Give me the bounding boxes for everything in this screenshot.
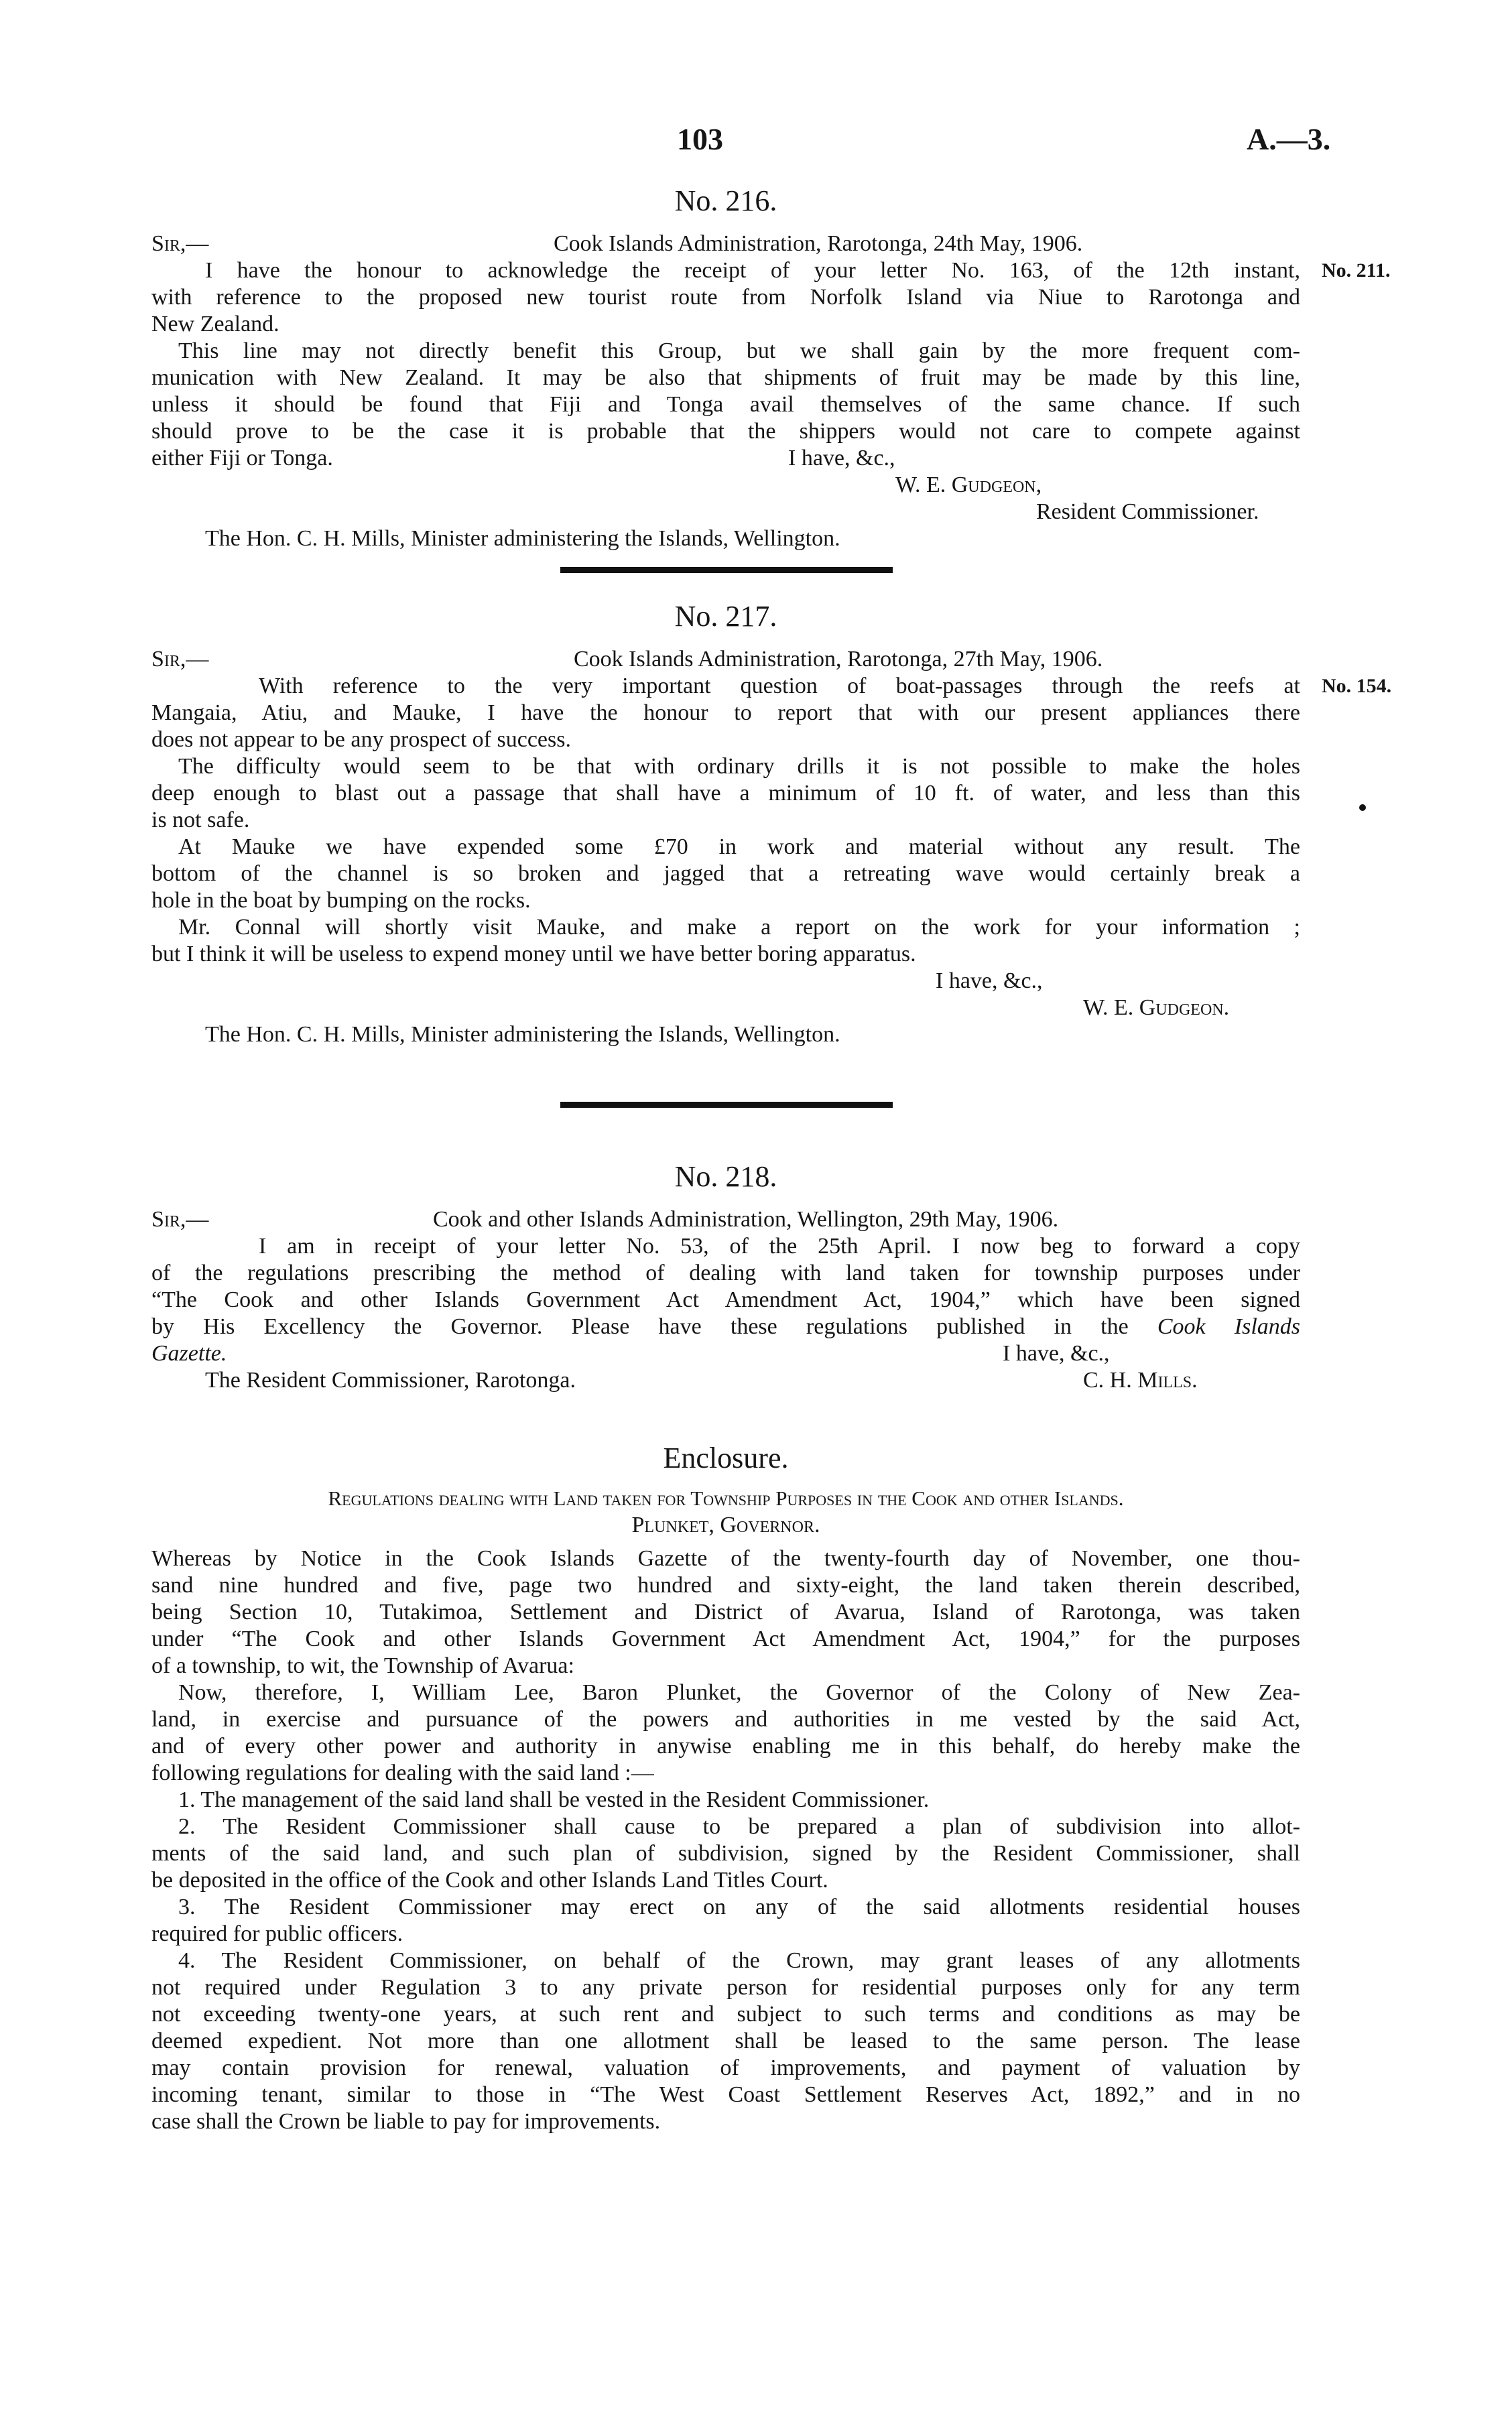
signature: W. E. Gudgeon. <box>1083 995 1230 1020</box>
text-line: either Fiji or Tonga. <box>151 446 333 470</box>
addressee: The Hon. C. H. Mills, Minister administering the Islands, Wellington. <box>205 1022 840 1047</box>
signature: W. E. Gudgeon, <box>895 472 1042 497</box>
text-line: bottom of the channel is so broken and jagged that a retreating wave would certainly break a <box>151 861 1300 886</box>
text-line: unless it should be found that Fiji and Tonga avail themselves of the same chance. If such <box>151 392 1300 417</box>
salutation: Sir,— <box>151 1207 209 1232</box>
margin-reference: No. 154. <box>1322 675 1392 697</box>
enclosure-title: Enclosure. <box>663 1442 789 1474</box>
section-divider <box>560 1102 893 1108</box>
closing: I have, &c., <box>1003 1341 1110 1366</box>
text-line: 1. The management of the said land shall be vested in the Resident Commissioner. <box>178 1787 930 1812</box>
text-line: should prove to be the case it is probable that the shippers would not care to compete against <box>151 419 1300 444</box>
text-line: but I think it will be useless to expend money until we have better boring apparatus. <box>151 942 916 966</box>
text-line: 4. The Resident Commissioner, on behalf of the Crown, may grant leases of any allotments <box>178 1948 1300 1973</box>
text-line: I am in receipt of your letter No. 53, of the 25th April. I now beg to forward a copy <box>259 1234 1300 1259</box>
document-reference: A.—3. <box>1247 122 1331 156</box>
text-line: Now, therefore, I, William Lee, Baron Plunket, the Governor of the Colony of New Zea- <box>178 1680 1300 1705</box>
addressee: The Hon. C. H. Mills, Minister administering the Islands, Wellington. <box>205 526 840 551</box>
text-segment: by His Excellency the Governor. Please have these regulations published in the <box>151 1314 1129 1339</box>
text-line: required for public officers. <box>151 1921 403 1946</box>
text-line: being Section 10, Tutakimoa, Settlement and District of Avarua, Island of Rarotonga, was taken <box>151 1600 1300 1625</box>
text-line: 3. The Resident Commissioner may erect on any of the said allotments residential houses <box>178 1895 1300 1919</box>
section-divider <box>560 567 893 573</box>
text-line: “The Cook and other Islands Government Act Amendment Act, 1904,” which have been signed <box>151 1287 1300 1312</box>
signature: C. H. Mills. <box>1083 1368 1198 1393</box>
enclosure-heading: Regulations dealing with Land taken for Township Purposes in the Cook and other Islands. <box>328 1486 1124 1510</box>
governor-line: Plunket, Governor. <box>631 1513 820 1537</box>
text-line: 2. The Resident Commissioner shall cause to be prepared a plan of subdivision into allot- <box>178 1814 1300 1839</box>
text-line: The difficulty would seem to be that with ordinary drills it is not possible to make the holes <box>178 754 1300 779</box>
page-number: 103 <box>677 122 723 156</box>
text-line: Whereas by Notice in the Cook Islands Gazette of the twenty-fourth day of November, one thou- <box>151 1546 1300 1571</box>
text-line: Mangaia, Atiu, and Mauke, I have the honour to report that with our present appliances there <box>151 700 1300 725</box>
text-line: and of every other power and authority in anywise enabling me in this behalf, do hereby make the <box>151 1734 1300 1759</box>
letter-number: No. 218. <box>674 1160 777 1193</box>
text-line: I have the honour to acknowledge the receipt of your letter No. 163, of the 12th instant, <box>205 258 1300 283</box>
text-line: land, in exercise and pursuance of the powers and authorities in me vested by the said Act, <box>151 1707 1300 1732</box>
margin-reference: No. 211. <box>1322 259 1391 281</box>
text-line: New Zealand. <box>151 312 279 336</box>
addressee: The Resident Commissioner, Rarotonga. <box>205 1368 576 1393</box>
closing: I have, &c., <box>788 446 895 470</box>
text-line: not required under Regulation 3 to any private person for residential purposes only for any term <box>151 1975 1300 2000</box>
regulations-body <box>151 1545 1300 2135</box>
text-line: be deposited in the office of the Cook and other Islands Land Titles Court. <box>151 1868 828 1893</box>
text-line: may contain provision for renewal, valuation of improvements, and payment of valuation by <box>151 2055 1300 2080</box>
text-line: not exceeding twenty-one years, at such rent and subject to such terms and conditions as may be <box>151 2002 1300 2027</box>
italic-gazette: Cook Islands <box>1157 1314 1301 1339</box>
text-line: following regulations for dealing with the said land :— <box>151 1761 654 1785</box>
letter-number: No. 216. <box>674 184 777 217</box>
text-line: with reference to the proposed new tourist route from Norfolk Island via Niue to Rarotonga and <box>151 285 1300 310</box>
paragraph <box>151 673 1300 968</box>
text-line: With reference to the very important question of boat-passages through the reefs at <box>259 674 1300 698</box>
paragraph <box>151 1233 1300 1367</box>
text-line: is not safe. <box>151 808 250 832</box>
text-line: of a township, to wit, the Township of Avarua: <box>151 1653 574 1678</box>
text-line <box>151 1340 1300 1367</box>
text-line: deemed expedient. Not more than one allotment shall be leased to the same person. The lease <box>151 2029 1300 2053</box>
ink-dot <box>1359 804 1366 811</box>
text-line: munication with New Zealand. It may be also that shipments of fruit may be made by this line, <box>151 365 1300 390</box>
dateline: Cook and other Islands Administration, Wellington, 29th May, 1906. <box>433 1207 1059 1232</box>
text-line: under “The Cook and other Islands Government Act Amendment Act, 1904,” for the purposes <box>151 1627 1300 1651</box>
salutation: Sir,— <box>151 231 209 256</box>
text-line: of the regulations prescribing the method of dealing with land taken for township purposes under <box>151 1261 1300 1285</box>
text-line: sand nine hundred and five, page two hundred and sixty-eight, the land taken therein described, <box>151 1573 1300 1598</box>
text-line: deep enough to blast out a passage that shall have a minimum of 10 ft. of water, and less than this <box>151 781 1300 806</box>
text-line: incoming tenant, similar to those in “The West Coast Settlement Reserves Act, 1892,” and in no <box>151 2082 1300 2107</box>
closing: I have, &c., <box>936 968 1043 993</box>
dateline: Cook Islands Administration, Rarotonga, 27th May, 1906. <box>574 647 1103 672</box>
signature-title: Resident Commissioner. <box>1036 499 1259 524</box>
text-line: Mr. Connal will shortly visit Mauke, and make a report on the work for your information ; <box>178 915 1300 940</box>
dateline: Cook Islands Administration, Rarotonga, 24th May, 1906. <box>554 231 1083 256</box>
italic-gazette: Gazette. <box>151 1341 227 1366</box>
text-line: case shall the Crown be liable to pay for improvements. <box>151 2109 661 2134</box>
paragraph <box>151 257 1300 472</box>
text-line: hole in the boat by bumping on the rocks. <box>151 888 531 913</box>
letter-number: No. 217. <box>674 600 777 633</box>
text-line: ments of the said land, and such plan of subdivision, signed by the Resident Commissioner, shall <box>151 1841 1300 1866</box>
text-line: At Mauke we have expended some £70 in work and material without any result. The <box>178 834 1300 859</box>
salutation: Sir,— <box>151 647 209 672</box>
text-line: does not appear to be any prospect of success. <box>151 727 571 752</box>
text-line <box>151 1314 1300 1340</box>
text-line: This line may not directly benefit this Group, but we shall gain by the more frequent com- <box>178 338 1300 363</box>
